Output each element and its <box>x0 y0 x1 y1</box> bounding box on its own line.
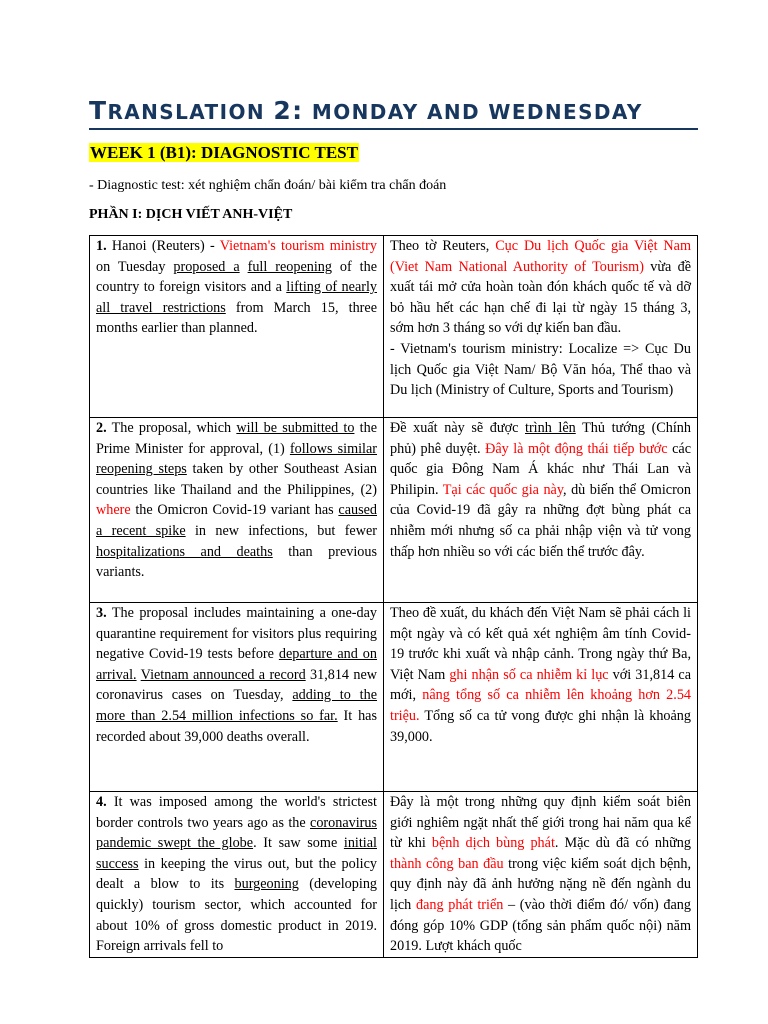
english-cell: 3. The proposal includes maintaining a one-day quarantine requirement for visitors plus requiring negative Covid-19 tests before departure and on arrival. Vietnam announced a record 31,814 new coronavirus cases on Tuesday, adding to the more than 2.54 million infections so far. It has recorded about 39,000 deaths overall. <box>90 603 384 792</box>
week-heading: WEEK 1 (B1): DIAGNOSTIC TEST <box>90 143 358 162</box>
table-row <box>90 418 698 603</box>
vietnamese-cell: Theo đề xuất, du khách đến Việt Nam sẽ phải cách li một ngày và có kết quả xét nghiệm âm tính Covid-19 trước khi xuất và nhập cảnh. Trong ngày thứ Ba, Việt Nam ghi nhận số ca nhiễm kỉ lục với 31,814 ca mới, nâng tổng số ca nhiễm lên khoảng hơn 2.54 triệu. Tổng số ca tử vong được ghi nhận là khoảng 39,000. <box>384 603 698 792</box>
english-cell: 2. The proposal, which will be submitted to the Prime Minister for approval, (1) follows similar reopening steps taken by other Southeast Asian countries like Thailand and the Philippines, (2) where the Omicron Covid-19 variant has caused a recent spike in new infections, but fewer hospitalizations and deaths than previous variants. <box>90 418 384 603</box>
table-row <box>90 792 698 958</box>
vietnamese-cell: Đề xuất này sẽ được trình lên Thủ tướng (Chính phủ) phê duyệt. Đây là một động thái tiếp bước các quốc gia Đông Nam Á khác như Thái Lan và Philipin. Tại các quốc gia này, dù biến thể Omicron của Covid-19 đã gây ra những đợt bùng phát ca nhiễm mới nhưng số ca phải nhập viện và tử vong thấp hơn nhiều so với các biến thể trước đây. <box>384 418 698 603</box>
title-rest: MONDAY AND WEDNESDAY <box>303 100 643 124</box>
title-number: 2: <box>273 96 304 125</box>
page-title <box>89 96 698 130</box>
vocab-note: - Diagnostic test: xét nghiệm chẩn đoán/ bài kiểm tra chẩn đoán <box>89 178 447 193</box>
table-row <box>90 603 698 792</box>
table-row <box>90 236 698 418</box>
translation-table <box>89 235 698 958</box>
section-title: PHẦN I: DỊCH VIẾT ANH-VIỆT <box>89 207 293 222</box>
vietnamese-cell: Theo tờ Reuters, Cục Du lịch Quốc gia Việt Nam (Viet Nam National Authority of Tourism) vừa đề xuất tái mở cửa hoàn toàn đón khách quốc tế và dỡ bỏ hầu hết các hạn chế đi lại từ ngày 15 tháng 3, sớm hơn 3 tháng so với dự kiến ban đầu. - Vietnam's tourism ministry: Localize => Cục Du lịch Quốc gia Việt Nam/ Bộ Văn hóa, Thể thao và Du lịch (Ministry of Culture, Sports and Tourism) <box>384 236 698 418</box>
english-cell: 1. Hanoi (Reuters) - Vietnam's tourism ministry on Tuesday proposed a full reopening of the country to foreign visitors and a lifting of nearly all travel restrictions from March 15, three months earlier than planned. <box>90 236 384 418</box>
document-page <box>89 96 698 958</box>
vietnamese-cell: Đây là một trong những quy định kiểm soát biên giới nghiêm ngặt nhất thế giới trong hai năm qua kể từ khi bệnh dịch bùng phát. Mặc dù đã có những thành công ban đầu trong việc kiểm soát dịch bệnh, quy định này đã ảnh hưởng nặng nề đến ngành du lịch đang phát triển – (vào thời điểm đó/ vốn) đang đóng góp 10% GDP (tổng sản phẩm quốc nội) năm 2019. Lượt khách quốc <box>384 792 698 958</box>
title-word: RANSLATION <box>107 100 274 124</box>
english-cell: 4. It was imposed among the world's strictest border controls two years ago as the coronavirus pandemic swept the globe. It saw some initial success in keeping the virus out, but the policy dealt a blow to its burgeoning (developing quickly) tourism sector, which accounted for about 10% of gross domestic product in 2019. Foreign arrivals fell to <box>90 792 384 958</box>
title-initial: T <box>89 96 108 125</box>
